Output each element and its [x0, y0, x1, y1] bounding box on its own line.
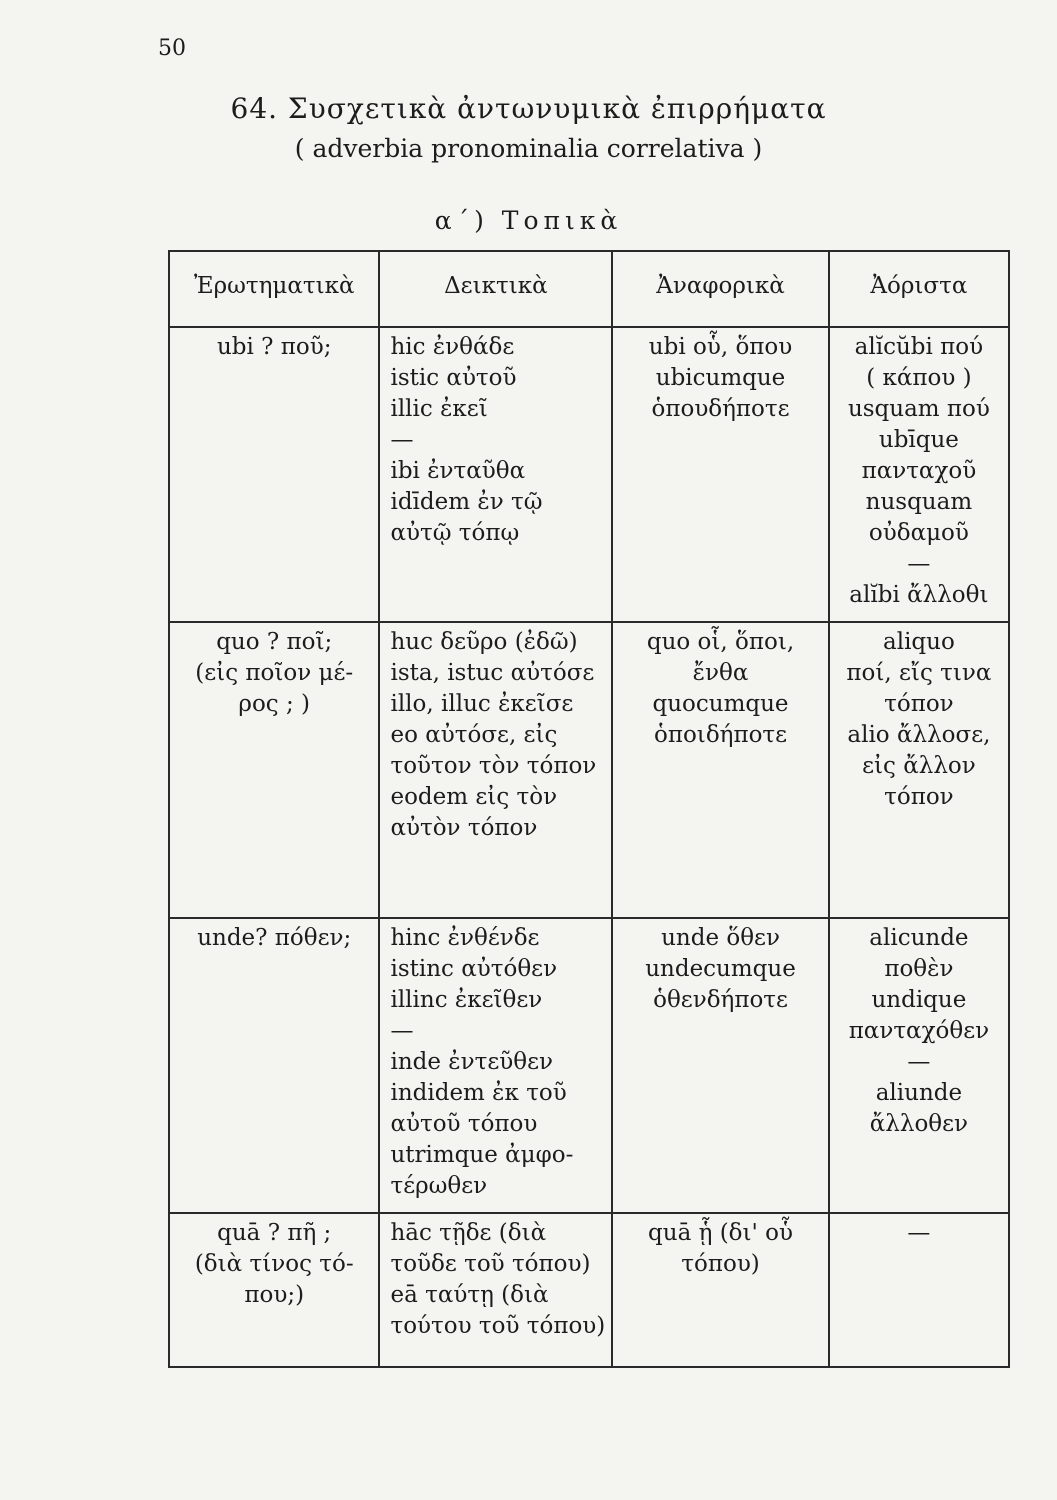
cell-line: alicunde: [869, 925, 969, 951]
cell-interrogative: [169, 622, 379, 918]
cell-line: πανταχόθεν: [848, 1018, 990, 1044]
cell-line: τόπον: [884, 784, 954, 810]
cell-line: οὐδαμοῦ: [868, 520, 969, 546]
cell-line: hāc τῇδε (διὰ: [390, 1220, 547, 1246]
cell-line: istinc αὐτόθεν: [390, 956, 558, 982]
cell-line: ubicumque: [655, 365, 786, 391]
cell-line: που;): [244, 1282, 305, 1308]
cell-interrogative: [169, 327, 379, 622]
cell-line: ἔνθα: [692, 660, 749, 686]
cell-demonstrative: [379, 327, 612, 622]
cell-line: aliquo: [883, 629, 955, 655]
cell-line: αὐτοῦ τόπου: [390, 1111, 538, 1137]
cell-line: τέρωθεν: [390, 1173, 488, 1199]
cell-line: (διὰ τίνος τό-: [194, 1251, 354, 1277]
subsection-title: α΄) Τοπικὰ: [434, 206, 623, 235]
cell-interrogative: [169, 1213, 379, 1367]
cell-line: eā ταύτῃ (διὰ: [390, 1282, 549, 1308]
cell-interrogative: [169, 918, 379, 1213]
section-subtitle: ( adverbia pronominalia correlativa ): [294, 134, 763, 163]
cell-line: illic ἐκεῖ: [390, 396, 488, 422]
cell-line: eo αὐτόσε, εἰς: [390, 722, 558, 748]
cell-line: τόπου): [681, 1251, 760, 1277]
cell-line: τοῦδε τοῦ τόπου): [390, 1251, 591, 1277]
cell-line: unde? πόθεν;: [197, 925, 352, 951]
header-indefinite: Ἀόριστα: [829, 251, 1009, 327]
cell-line: alĭcŭbi πού: [854, 334, 984, 360]
cell-indefinite: [829, 622, 1009, 918]
cell-line: —: [390, 1018, 414, 1044]
cell-line: hic ἐνθάδε: [390, 334, 515, 360]
table-row: [169, 1213, 1009, 1367]
cell-line: huc δεῦρο (ἐδῶ): [390, 629, 578, 655]
cell-line: quocumque: [652, 691, 789, 717]
cell-line: —: [907, 1049, 931, 1075]
cell-line: alio ἄλλοσε,: [847, 722, 991, 748]
cell-line: ubīque: [878, 427, 959, 453]
cell-line: αὐτὸν τόπον: [390, 815, 538, 841]
cell-line: ὁποιδήποτε: [654, 722, 788, 748]
cell-line: —: [390, 427, 414, 453]
table-row: [169, 622, 1009, 918]
cell-relative: [612, 622, 829, 918]
cell-line: quo οἷ, ὅποι,: [646, 629, 795, 655]
cell-line: τόπον: [884, 691, 954, 717]
cell-demonstrative: [379, 622, 612, 918]
table-header-row: [169, 251, 1009, 327]
cell-line: ποί, εἴς τινα: [846, 660, 992, 686]
cell-line: (εἰς ποῖον μέ-: [195, 660, 354, 686]
cell-demonstrative: [379, 918, 612, 1213]
correlative-adverbs-table: [168, 250, 1010, 1368]
section-title: 64. Συσχετικὰ ἀντωνυμικὰ ἐπιρρήματα: [230, 92, 827, 125]
cell-line: usquam πού: [847, 396, 990, 422]
cell-line: indidem ἐκ τοῦ: [390, 1080, 567, 1106]
cell-line: ὁπουδήποτε: [651, 396, 790, 422]
cell-line: ubi οὗ, ὅπου: [648, 334, 793, 360]
header-demonstrative: Δεικτικὰ: [379, 251, 612, 327]
cell-indefinite: [829, 1213, 1009, 1367]
cell-line: ista, istuc αὐτόσε: [390, 660, 595, 686]
cell-line: ibi ἐνταῦθα: [390, 458, 526, 484]
cell-relative: [612, 1213, 829, 1367]
cell-line: illo, illuc ἐκεῖσε: [390, 691, 574, 717]
cell-relative: [612, 327, 829, 622]
cell-line: aliunde: [875, 1080, 963, 1106]
header-interrogative: Ἐρωτηματικὰ: [169, 251, 379, 327]
cell-line: ὁθενδήποτε: [653, 987, 788, 1013]
cell-line: quo ? ποῖ;: [216, 629, 333, 655]
cell-line: —: [907, 1220, 931, 1246]
cell-line: undique: [871, 987, 967, 1013]
cell-line: εἰς ἄλλον: [862, 753, 976, 779]
table-row: [169, 327, 1009, 622]
cell-line: nusquam: [865, 489, 973, 515]
cell-line: ποθὲν: [884, 956, 954, 982]
cell-line: istic αὐτοῦ: [390, 365, 517, 391]
cell-line: alĭbi ἄλλοθι: [849, 582, 989, 608]
cell-line: quā ᾗ (δι' οὗ: [648, 1220, 793, 1246]
cell-line: utrimque ἀμφο-: [390, 1142, 574, 1168]
cell-line: eodem εἰς τὸν: [390, 784, 558, 810]
cell-line: τοῦτον τὸν τόπον: [390, 753, 597, 779]
cell-indefinite: [829, 327, 1009, 622]
cell-relative: [612, 918, 829, 1213]
cell-line: illinc ἐκεῖθεν: [390, 987, 543, 1013]
cell-line: ( κάπου ): [866, 365, 972, 391]
cell-line: —: [907, 551, 931, 577]
cell-line: πανταχοῦ: [861, 458, 977, 484]
cell-demonstrative: [379, 1213, 612, 1367]
table-row: [169, 918, 1009, 1213]
cell-line: inde ἐντεῦθεν: [390, 1049, 553, 1075]
cell-line: idīdem ἐν τῷ: [390, 489, 543, 515]
header-relative: Ἀναφορικὰ: [612, 251, 829, 327]
page-number: 50: [158, 36, 186, 61]
cell-line: quā ? πῆ ;: [217, 1220, 332, 1246]
cell-line: undecumque: [645, 956, 796, 982]
cell-line: αὐτῷ τόπῳ: [390, 520, 520, 546]
cell-line: unde ὅθεν: [661, 925, 780, 951]
cell-line: ρος ; ): [238, 691, 311, 717]
cell-line: ἄλλοθεν: [869, 1111, 969, 1137]
cell-line: ubi ? ποῦ;: [216, 334, 332, 360]
cell-line: τούτου τοῦ τόπου): [390, 1313, 606, 1339]
cell-line: hinc ἐνθένδε: [390, 925, 540, 951]
cell-indefinite: [829, 918, 1009, 1213]
